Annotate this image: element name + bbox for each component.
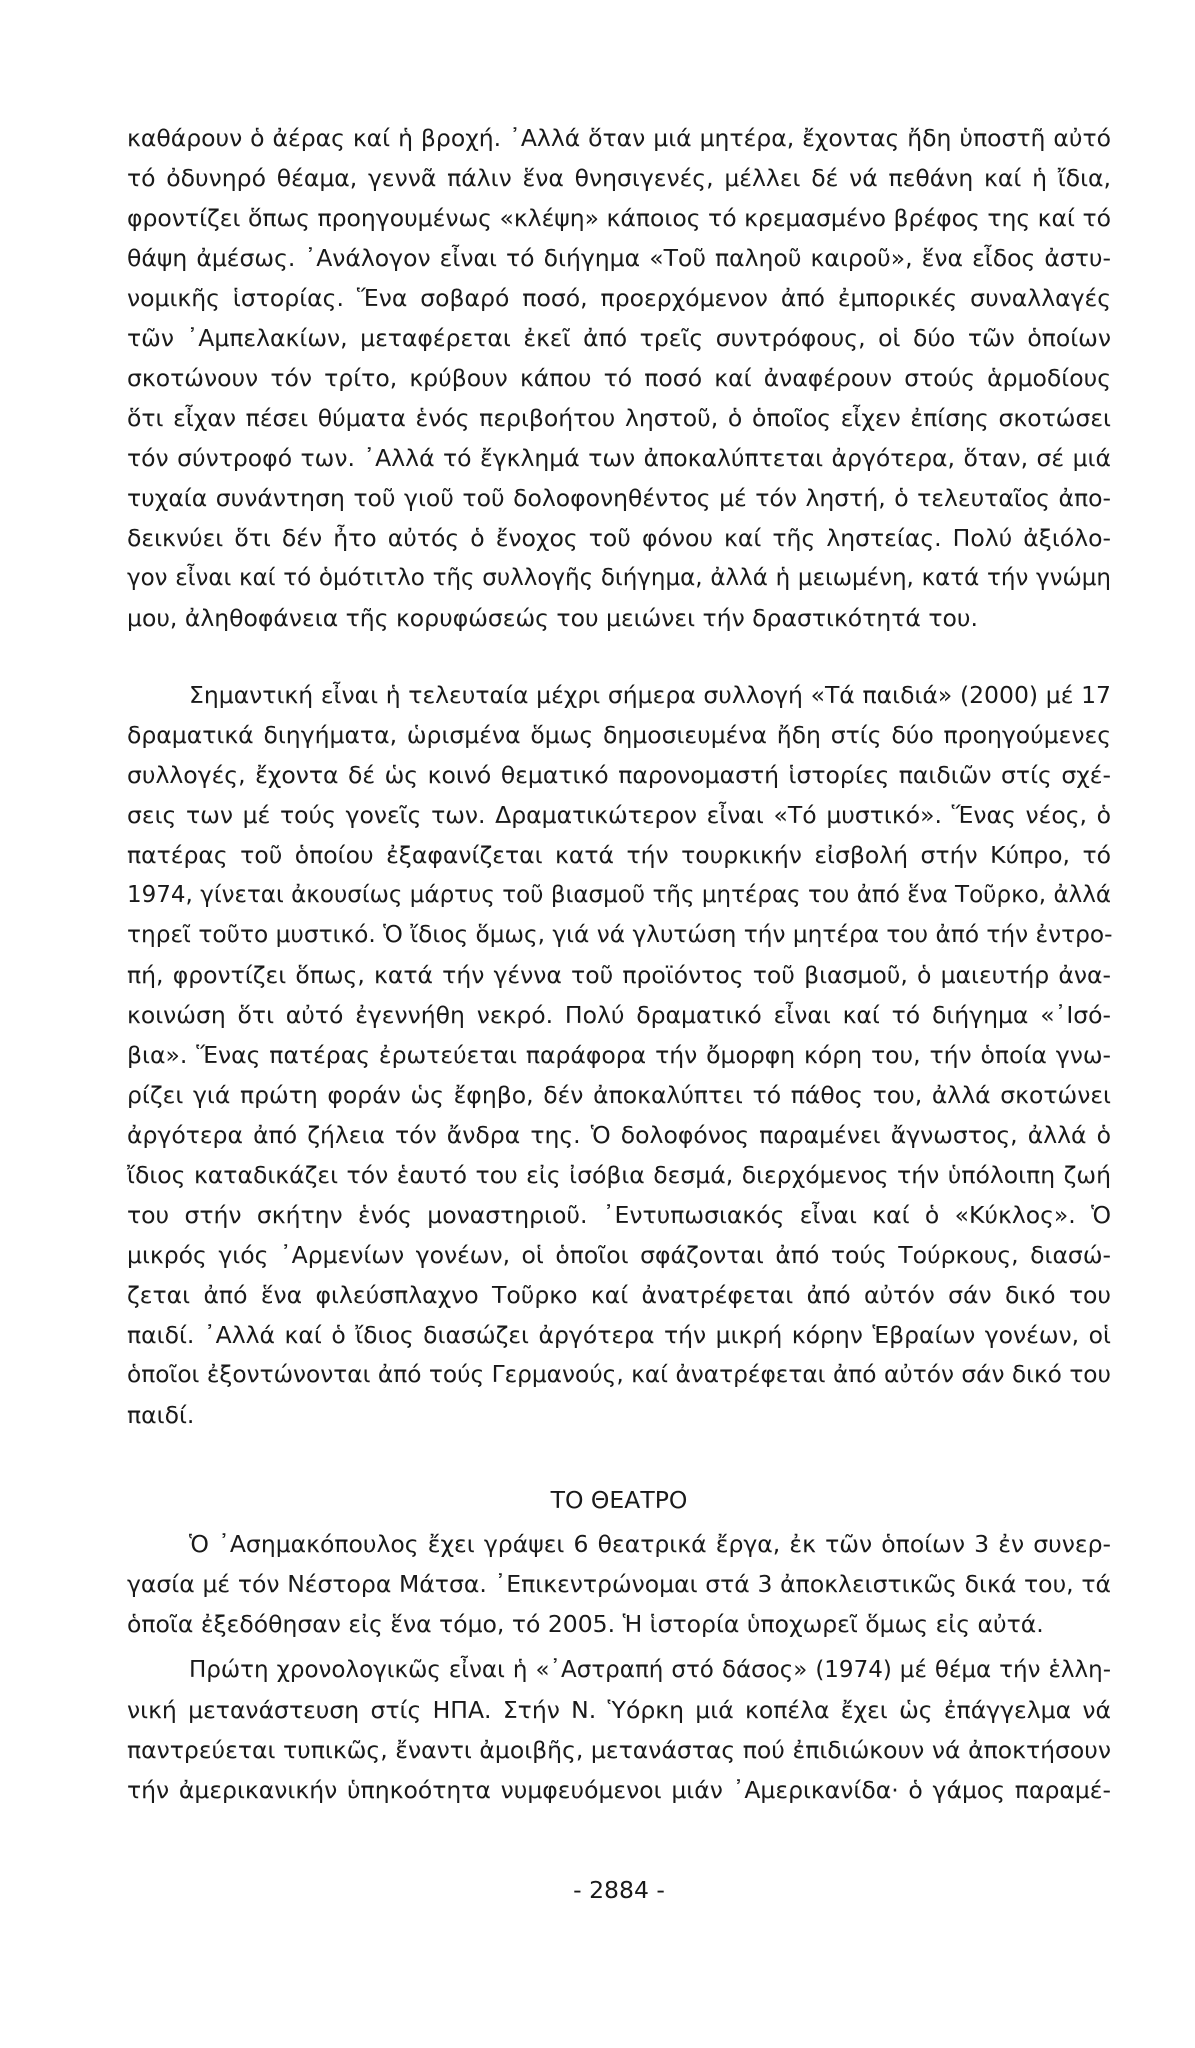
text-line: ὅτι εἶχαν πέσει θύματα ἑνός περιβοήτου ληστοῦ, ὁ ὁποῖος εἶχεν ἐπίσης σκοτώσει xyxy=(127,404,1111,432)
text-line: παντρεύεται τυπικῶς, ἔναντι ἀμοιβῆς, μετανάστας πού ἐπιδιώκουν νά ἀποκτήσουν xyxy=(127,1736,1111,1764)
text-line: καθάρουν ὁ ἀέρας καί ἡ βροχή. ᾿Αλλά ὅταν μιά μητέρα, ἔχοντας ἤδη ὑποστῆ αὐτό xyxy=(127,124,1111,152)
text-line: ζεται ἀπό ἕνα φιλεύσπλαχνο Τοῦρκο καί ἀνατρέφεται ἀπό αὐτόν σάν δικό του xyxy=(127,1281,1111,1309)
text-line: του στήν σκήτην ἑνός μοναστηριοῦ. ᾿Εντυπωσιακός εἶναι καί ὁ «Κύκλος». Ὁ xyxy=(127,1201,1111,1229)
text-line: ρίζει γιά πρώτη φοράν ὡς ἔφηβο, δέν ἀποκαλύπτει τό πάθος του, ἀλλά σκοτώνει xyxy=(127,1081,1111,1109)
page-number: - 2884 - xyxy=(573,1876,665,1904)
text-line: τυχαία συνάντηση τοῦ γιοῦ τοῦ δολοφονηθέντος μέ τόν ληστή, ὁ τελευταῖος ἀπο- xyxy=(127,484,1111,512)
text-line: ἀργότερα ἀπό ζήλεια τόν ἄνδρα της. Ὁ δολοφόνος παραμένει ἄγνωστος, ἀλλά ὁ xyxy=(127,1121,1111,1149)
text-line: σκοτώνουν τόν τρίτο, κρύβουν κάπου τό ποσό καί ἀναφέρουν στούς ἁρμοδίους xyxy=(127,364,1111,392)
text-line: μου, ἀληθοφάνεια τῆς κορυφώσεώς του μειώνει τήν δραστικότητά του. xyxy=(127,604,978,632)
text-line: βια». Ἕνας πατέρας ἐρωτεύεται παράφορα τήν ὄμορφη κόρη του, τήν ὁποία γνω- xyxy=(127,1041,1111,1069)
text-line: δραματικά διηγήματα, ὡρισμένα ὅμως δημοσιευμένα ἤδη στίς δύο προηγούμενες xyxy=(127,721,1111,749)
text-line: Πρώτη χρονολογικῶς εἶναι ἡ «᾿Αστραπή στό δάσος» (1974) μέ θέμα τήν ἑλλη- xyxy=(189,1657,1111,1683)
text-line: τηρεῖ τοῦτο μυστικό. Ὁ ἴδιος ὅμως, γιά νά γλυτώση τήν μητέρα του ἀπό τήν ἐντρο- xyxy=(127,921,1113,948)
text-line: γον εἶναι καί τό ὁμότιτλο τῆς συλλογῆς διήγημα, ἀλλά ἡ μειωμένη, κατά τήν γνώμη xyxy=(127,565,1111,591)
text-line: μικρός γιός ᾿Αρμενίων γονέων, οἱ ὁποῖοι σφάζονται ἀπό τούς Τούρκους, διασώ- xyxy=(127,1241,1111,1269)
text-line: ἴδιος καταδικάζει τόν ἑαυτό του εἰς ἰσόβια δεσμά, διερχόμενος τήν ὑπόλοιπη ζωή xyxy=(127,1161,1111,1189)
text-line: πή, φροντίζει ὅπως, κατά τήν γέννα τοῦ προϊόντος τοῦ βιασμοῦ, ὁ μαιευτήρ ἀνα- xyxy=(127,961,1111,989)
text-line: τό ὀδυνηρό θέαμα, γεννᾶ πάλιν ἕνα θνησιγενές, μέλλει δέ νά πεθάνη καί ἡ ἴδια, xyxy=(127,164,1111,192)
text-line: παιδί. ᾿Αλλά καί ὁ ἴδιος διασώζει ἀργότερα τήν μικρή κόρην Ἑβραίων γονέων, οἱ xyxy=(127,1321,1111,1349)
text-line: τῶν ᾿Αμπελακίων, μεταφέρεται ἐκεῖ ἀπό τρεῖς συντρόφους, οἱ δύο τῶν ὁποίων xyxy=(127,324,1111,352)
text-line: θάψη ἀμέσως. ᾿Ανάλογον εἶναι τό διήγημα «Τοῦ παληοῦ καιροῦ», ἕνα εἶδος ἀστυ- xyxy=(127,244,1111,272)
text-line: τήν ἀμερικανικήν ὑπηκοότητα νυμφευόμενοι μιάν ᾿Αμερικανίδα· ὁ γάμος παραμέ- xyxy=(127,1776,1111,1804)
text-line: ὁποῖοι ἐξοντώνονται ἀπό τούς Γερμανούς, καί ἀνατρέφεται ἀπό αὐτόν σάν δικό του xyxy=(127,1361,1111,1388)
text-line: νική μετανάστευση στίς ΗΠΑ. Στήν Ν. Ὑόρκη μιά κοπέλα ἔχει ὡς ἐπάγγελμα νά xyxy=(127,1696,1111,1724)
text-line: σεις των μέ τούς γονεῖς των. Δραματικώτερον εἶναι «Τό μυστικό». Ἕνας νέος, ὁ xyxy=(127,801,1111,829)
text-line: συλλογές, ἔχοντα δέ ὡς κοινό θεματικό παρονομαστή ἱστορίες παιδιῶν στίς σχέ- xyxy=(127,761,1111,789)
text-line: τόν σύντροφό των. ᾿Αλλά τό ἔγκλημά των ἀποκαλύπτεται ἀργότερα, ὅταν, σέ μιά xyxy=(127,444,1111,472)
text-line: πατέρας τοῦ ὁποίου ἐξαφανίζεται κατά τήν τουρκικήν εἰσβολή στήν Κύπρο, τό xyxy=(127,841,1111,869)
text-line: φροντίζει ὅπως προηγουμένως «κλέψη» κάποιος τό κρεμασμένο βρέφος της καί τό xyxy=(127,204,1111,232)
text-line: νομικῆς ἱστορίας. Ἕνα σοβαρό ποσό, προερχόμενον ἀπό ἐμπορικές συναλλαγές xyxy=(127,284,1111,312)
text-line: ὁποῖα ἐξεδόθησαν εἰς ἕνα τόμο, τό 2005. Ἡ ἱστορία ὑποχωρεῖ ὅμως εἰς αὐτά. xyxy=(127,1610,1044,1638)
text-line: 1974, γίνεται ἀκουσίως μάρτυς τοῦ βιασμοῦ τῆς μητέρας του ἀπό ἕνα Τοῦρκο, ἀλλά xyxy=(127,882,1111,908)
text-line: παιδί. xyxy=(127,1401,195,1429)
text-line: Ὁ ᾿Ασημακόπουλος ἔχει γράψει 6 θεατρικά ἔργα, ἐκ τῶν ὁποίων 3 ἐν συνερ- xyxy=(189,1530,1111,1558)
section-heading: ΤΟ ΘΕΑΤΡΟ xyxy=(550,1486,688,1514)
text-line: δεικνύει ὅτι δέν ἦτο αὐτός ὁ ἔνοχος τοῦ φόνου καί τῆς ληστείας. Πολύ ἀξιόλο- xyxy=(127,524,1111,552)
text-line: γασία μέ τόν Νέστορα Μάτσα. ᾿Επικεντρώνομαι στά 3 ἀποκλειστικῶς δικά του, τά xyxy=(127,1570,1111,1598)
text-line: κοινώση ὅτι αὐτό ἐγεννήθη νεκρό. Πολύ δραματικό εἶναι καί τό διήγημα «᾿Ισό- xyxy=(127,1001,1111,1029)
text-line: Σημαντική εἶναι ἡ τελευταία μέχρι σήμερα συλλογή «Τά παιδιά» (2000) μέ 17 xyxy=(189,681,1111,709)
